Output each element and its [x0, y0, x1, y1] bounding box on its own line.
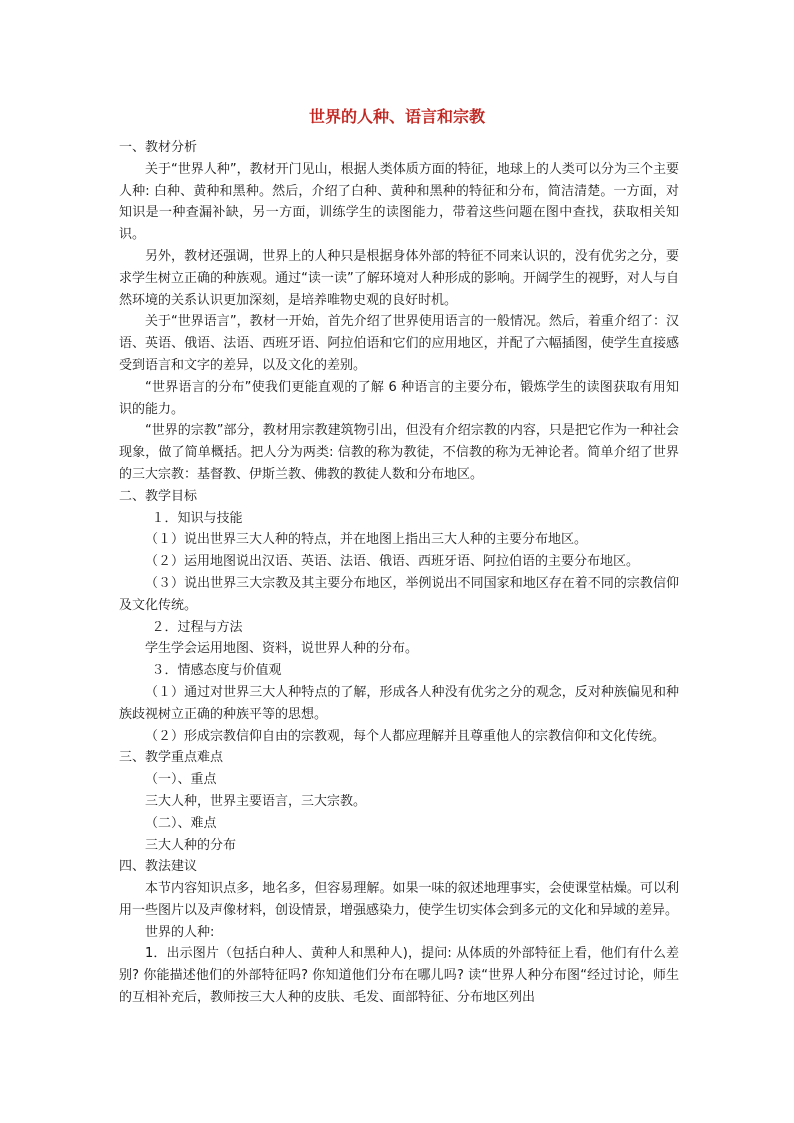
- paragraph-world-religions: “世界的宗教”部分，教材用宗教建筑物引出，但没有介绍宗教的内容，只是把它作为一种社会现象，做了简单概括。把人分为两类: 信教的称为教徒，不信教的称为无神论者。简单介绍了世界的三大宗教：基督教、伊斯兰教、佛教的教徒人数和分布地区。: [119, 423, 679, 482]
- subheading-knowledge-skills: １．知识与技能: [151, 510, 243, 526]
- goal-item-2: （２）运用地图说出汉语、英语、法语、俄语、西班牙语、阿拉伯语的主要分布地区。: [145, 554, 640, 570]
- paragraph-language-distribution: “世界语言的分布”使我们更能直观的了解 6 种语言的主要分布，锻炼学生的读图获取有用知识的能力。: [119, 379, 679, 417]
- section-heading-teaching-suggestions: 四、教法建议: [119, 859, 198, 875]
- goal-item-3: （３）说出世界三大宗教及其主要分布地区，举例说出不同国家和地区存在着不同的宗教信仰及文化传统。: [119, 575, 679, 613]
- subheading-key-points: （一）、重点: [145, 772, 217, 788]
- subheading-world-races: 世界的人种:: [145, 924, 215, 940]
- attitude-item-1: （１）通过对世界三大人种特点的了解，形成各人种没有优劣之分的观念，反对种族偏见和种族歧视树立正确的种族平等的思想。: [119, 684, 679, 722]
- subheading-attitude-values: ３．情感态度与价值观: [151, 663, 282, 679]
- paragraph-human-races: 关于“世界人种”，教材开门见山，根据人类体质方面的特征，地球上的人类可以分为三个主要人种: 白种、黄种和黑种。然后，介绍了白种、黄种和黑种的特征和分布，简洁清楚。一方面，对知识是一种查漏补缺，另一方面，训练学生的读图能力，带着这些问题在图中查找，获取相关知识。: [119, 161, 679, 243]
- key-points-text: 三大人种，世界主要语言，三大宗教。: [145, 793, 367, 809]
- section-heading-textbook-analysis: 一、教材分析: [119, 140, 198, 155]
- process-method-text: 学生学会运用地图、资料，说世界人种的分布。: [145, 641, 419, 657]
- difficult-points-text: 三大人种的分布: [145, 837, 237, 853]
- paragraph-race-equality: 另外，教材还强调，世界上的人种只是根据身体外部的特征不同来认识的，没有优劣之分，要求学生树立正确的种族观。通过“读一读”了解环境对人种形成的影响。开阔学生的视野，对人与自然环境的关系认识更加深刻，是培养唯物史观的良好时机。: [119, 248, 679, 308]
- attitude-item-2: （２）形成宗教信仰自由的宗教观，每个人都应理解并且尊重他人的宗教信仰和文化传统。: [145, 728, 666, 744]
- document-title: 世界的人种、语言和宗教: [308, 107, 485, 126]
- paragraph-teaching-method: 本节内容知识点多，地名多，但容易理解。如果一味的叙述地理事实，会使课堂枯燥。可以利用一些图片以及声像材料，创设情景，增强感染力，使学生切实体会到多元的文化和异域的差异。: [119, 881, 679, 918]
- goal-item-1: （１）说出世界三大人种的特点，并在地图上指出三大人种的主要分布地区。: [145, 532, 588, 548]
- subheading-difficult-points: （二）、难点: [145, 815, 217, 831]
- document-body: [119, 137, 679, 1009]
- section-heading-teaching-goals: 二、教学目标: [119, 488, 198, 504]
- paragraph-step-1: 1．出示图片（包括白种人、黄种人和黑种人)，提问: 从体质的外部特征上看，他们有什么差别? 你能描述他们的外部特征吗? 你知道他们分布在哪儿吗? 读“世界人种分布图“经过讨论，师生的互相补充后，教师按三大人种的皮肤、毛发、面部特征、分布地区列出: [119, 946, 679, 1006]
- section-heading-key-difficult-points: 三、教学重点难点: [119, 750, 224, 766]
- subheading-process-method: ２．过程与方法: [151, 619, 243, 635]
- paragraph-world-languages: 关于“世界语言”，教材一开始，首先介绍了世界使用语言的一般情况。然后，着重介绍了：汉语、英语、俄语、法语、西班牙语、阿拉伯语和它们的应用地区，并配了六幅插图，使学生直接感受到语言和文字的差异，以及文化的差别。: [119, 314, 679, 373]
